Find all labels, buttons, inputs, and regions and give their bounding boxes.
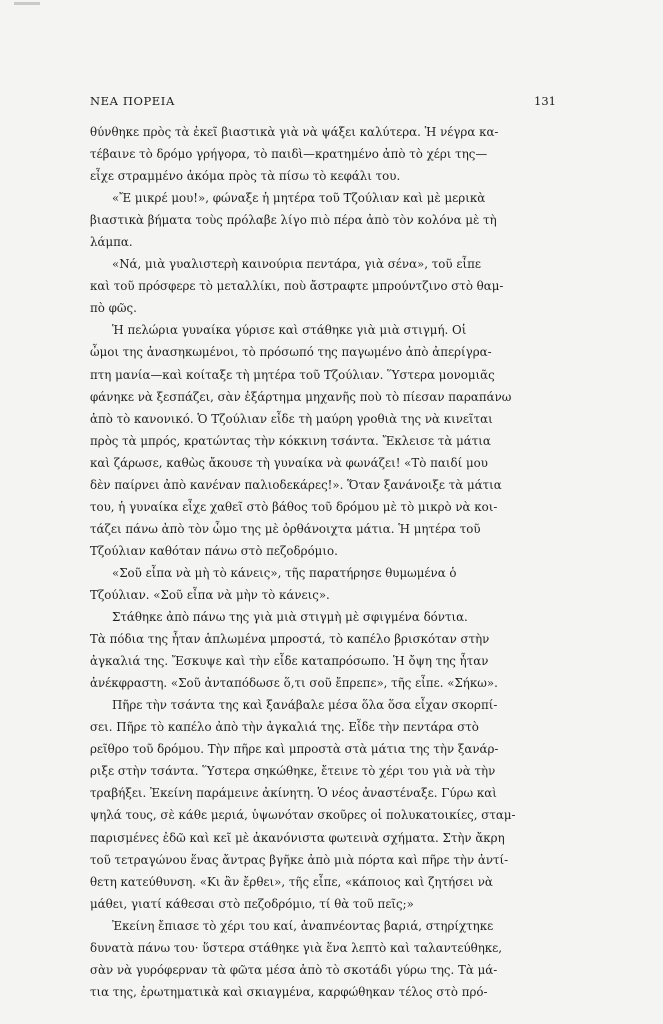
text-line: του, ἡ γυναίκα εἶχε χαθεῖ στὸ βάθος τοῦ δρόμου μὲ τὸ μικρὸ νὰ κοι- bbox=[90, 499, 498, 514]
text-line: μάθει, γιατί κάθεσαι στὸ πεζοδρόμιο, τί θὰ τοῦ πεῖς;» bbox=[90, 896, 414, 911]
text-line: παρισμένες ἐδῶ καὶ κεῖ μὲ ἀκανόνιστα φωτεινὰ σχήματα. Στὴν ἄκρη bbox=[90, 830, 505, 845]
text-line: ἀγκαλιά της. Ἔσκυψε καὶ τὴν εἶδε καταπρόσωπο. Ἡ ὄψη της ἦταν bbox=[90, 654, 489, 669]
paragraph-first-line: «Νά, μιὰ γυαλιστερὴ καινούρια πεντάρα, γιὰ σένα», τοῦ εἶπε bbox=[112, 257, 481, 272]
text-line: τοῦ τετραγώνου ἕνας ἄντρας βγῆκε ἀπὸ μιὰ πόρτα καὶ πῆρε τὴν ἀντί- bbox=[90, 852, 509, 867]
text-line: Τζούλιαν καθόταν πάνω στὸ πεζοδρόμιο. bbox=[90, 543, 338, 558]
paragraph-first-line: Στάθηκε ἀπὸ πάνω της γιὰ μιὰ στιγμὴ μὲ σφιγμένα δόντια. bbox=[112, 610, 468, 625]
page-number: 131 bbox=[534, 94, 556, 108]
text-line: εἶχε στραμμένο ἀκόμα πρὸς τὰ πίσω τὸ κεφάλι του. bbox=[90, 169, 401, 184]
text-line: ριξε στὴν τσάντα. Ὕστερα σηκώθηκε, ἔτεινε τὸ χέρι του γιὰ νὰ τὴν bbox=[90, 764, 496, 779]
text-line: σει. Πῆρε τὸ καπέλο ἀπὸ τὴν ἀγκαλιά της. Εἶδε τὴν πεντάρα στὸ bbox=[90, 720, 479, 735]
body-text bbox=[90, 121, 560, 1003]
text-line: ρεῖθρο τοῦ δρόμου. Τὴν πῆρε καὶ μπροστὰ στὰ μάτια της τὴν ξανάρ- bbox=[90, 742, 499, 757]
text-line: τάζει πάνω ἀπὸ τὸν ὦμο της μὲ ὀρθάνοιχτα μάτια. Ἡ μητέρα τοῦ bbox=[90, 521, 481, 536]
paragraph-first-line: Ἡ πελώρια γυναίκα γύρισε καὶ στάθηκε γιὰ μιὰ στιγμή. Οἱ bbox=[112, 323, 467, 338]
text-line: βιαστικὰ βήματα τοὺς πρόλαβε λίγο πιὸ πέρα ἀπὸ τὸν κολόνα μὲ τὴ bbox=[90, 213, 497, 228]
text-line: δυνατὰ πάνω του· ὕστερα στάθηκε γιὰ ἕνα λεπτὸ καὶ ταλαντεύθηκε, bbox=[90, 940, 503, 955]
text-line: ψηλά τους, σὲ κάθε μεριά, ὑψωνόταν σκοῦρες οἱ πολυκατοικίες, σταμ- bbox=[90, 808, 516, 823]
text-line: καὶ ζάρωσε, καθὼς ἄκουσε τὴ γυναίκα νὰ φωνάζει! «Τὸ παιδί μου bbox=[90, 455, 488, 470]
text-line: τραβήξει. Ἐκείνη παράμεινε ἀκίνητη. Ὁ νέος ἀναστέναξε. Γύρω καὶ bbox=[90, 786, 497, 801]
paragraph-first-line: Ἐκείνη ἔπιασε τὸ χέρι του καί, ἀναπνέοντας βαριά, στηρίχτηκε bbox=[112, 918, 494, 933]
text-line: τέβαινε τὸ δρόμο γρήγορα, τὸ παιδὶ—κρατημένο ἀπὸ τὸ χέρι της— bbox=[90, 147, 488, 162]
running-title: ΝΕΑ ΠΟΡΕΙΑ bbox=[90, 94, 175, 108]
text-line: ὦμοι της ἀνασηκωμένοι, τὸ πρόσωπό της παγωμένο ἀπὸ ἀπερίγρα- bbox=[90, 345, 492, 360]
paragraph-first-line: «Ἔ μικρέ μου!», φώναξε ἡ μητέρα τοῦ Τζούλιαν καὶ μὲ μερικὰ bbox=[112, 191, 486, 206]
text-line: ἀπὸ τὸ κανονικό. Ὁ Τζούλιαν εἶδε τὴ μαύρη γροθιὰ της νὰ κινεῖται bbox=[90, 411, 493, 426]
text-line: πτη μανία—καὶ κοίταξε τὴ μητέρα τοῦ Τζούλιαν. Ὕστερα μονομιᾶς bbox=[90, 367, 495, 382]
text-line: δὲν παίρνει ἀπὸ κανέναν παλιοδεκάρες!». Ὅταν ξανάνοιξε τὰ μάτια bbox=[90, 477, 502, 492]
text-line: πρὸς τὰ μπρός, κρατώντας τὴν κόκκινη τσάντα. Ἔκλεισε τὰ μάτια bbox=[90, 433, 491, 448]
text-line: Τὰ πόδια της ἦταν ἁπλωμένα μπροστά, τὸ καπέλο βρισκόταν στὴν bbox=[90, 632, 490, 647]
text-line: λάμπα. bbox=[90, 235, 133, 250]
text-line: θύνθηκε πρὸς τὰ ἐκεῖ βιαστικὰ γιὰ νὰ ψάξει καλύτερα. Ἡ νέγρα κα- bbox=[90, 125, 499, 139]
page-header bbox=[90, 93, 556, 109]
text-line: πὸ φῶς. bbox=[90, 301, 137, 316]
text-line: σὰν νὰ γυρόφερναν τὰ φῶτα μέσα ἀπὸ τὸ σκοτάδι γύρω της. Τὰ μά- bbox=[90, 962, 498, 977]
text-line: τια της, ἐρωτηματικὰ καὶ σκιαγμένα, καρφώθηκαν τέλος στὸ πρό- bbox=[90, 984, 488, 999]
text-line: φάνηκε νὰ ξεσπάζει, σὰν ἐξάρτημα μηχανῆς ποὺ τὸ πίεσαν παραπάνω bbox=[90, 389, 512, 404]
text-line: θετη κατεύθυνση. «Κι ἂν ἔρθει», τῆς εἶπε, «κάποιος καὶ ζητήσει νὰ bbox=[90, 874, 493, 889]
paragraph-first-line: «Σοῦ εἶπα νὰ μὴ τὸ κάνεις», τῆς παρατήρησε θυμωμένα ὁ bbox=[112, 565, 457, 580]
paragraph-first-line: Πῆρε τὴν τσάντα της καὶ ξανάβαλε μέσα ὅλα ὅσα εἶχαν σκορπί- bbox=[112, 698, 498, 713]
text-line: Τζούλιαν. «Σοῦ εἶπα νὰ μὴν τὸ κάνεις». bbox=[90, 587, 330, 602]
text-line: καὶ τοῦ πρόσφερε τὸ μεταλλίκι, ποὺ ἄστραφτε μπρούντζινο στὸ θαμ- bbox=[90, 279, 504, 294]
text-line: ἀνέκφραστη. «Σοῦ ἀνταπόδωσε ὅ,τι σοῦ ἔπρεπε», τῆς εἶπε. «Σήκω». bbox=[90, 676, 498, 691]
scan-artifact bbox=[14, 2, 40, 5]
